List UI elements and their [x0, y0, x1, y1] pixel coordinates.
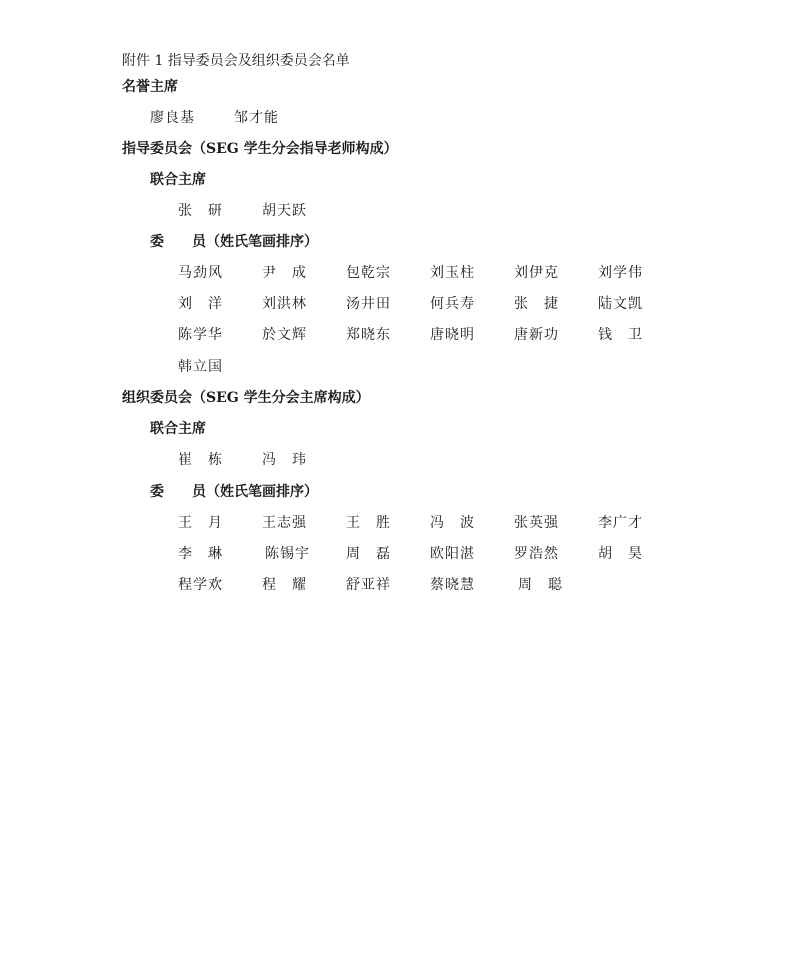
name: 陈锡宇	[265, 546, 310, 562]
name: 王 胜	[346, 515, 391, 531]
name: 邹才能	[234, 110, 279, 126]
name: 张 研	[178, 203, 223, 219]
guidance-co-chair-heading: 联合主席	[150, 172, 206, 188]
honorary-chair-heading: 名誉主席	[122, 79, 178, 95]
name: 郑晓东	[346, 327, 391, 343]
name: 廖良基	[150, 110, 195, 126]
name: 舒亚祥	[346, 577, 391, 593]
name: 唐新功	[514, 327, 559, 343]
name: 陈学华	[178, 327, 223, 343]
name: 刘学伟	[598, 265, 643, 281]
organizing-members-heading: 委 员（姓氏笔画排序）	[150, 484, 318, 500]
name: 胡 昊	[598, 546, 643, 562]
name: 刘伊克	[514, 265, 559, 281]
name: 王 月	[178, 515, 223, 531]
name: 冯 玮	[262, 452, 307, 468]
name: 刘玉柱	[430, 265, 475, 281]
name: 张 捷	[514, 296, 559, 312]
organizing-co-chair-heading: 联合主席	[150, 421, 206, 437]
name: 韩立国	[178, 359, 223, 375]
name: 包乾宗	[346, 265, 391, 281]
name: 张英强	[514, 515, 559, 531]
name: 唐晓明	[430, 327, 475, 343]
name: 胡天跃	[262, 203, 307, 219]
name: 陆文凯	[598, 296, 643, 312]
guidance-committee-heading: 指导委员会（SEG 学生分会指导老师构成）	[122, 141, 398, 157]
name: 李 琳	[178, 546, 223, 562]
name: 欧阳湛	[430, 546, 475, 562]
name: 周 聪	[518, 577, 563, 593]
name: 尹 成	[262, 265, 307, 281]
name: 汤井田	[346, 296, 391, 312]
guidance-members-heading: 委 员（姓氏笔画排序）	[150, 234, 318, 250]
name: 冯 波	[430, 515, 475, 531]
name: 於文辉	[262, 327, 307, 343]
name: 周 磊	[346, 546, 391, 562]
name: 程 耀	[262, 577, 307, 593]
name: 马劲风	[178, 265, 223, 281]
name: 崔 栋	[178, 452, 223, 468]
name: 刘洪林	[262, 296, 307, 312]
name: 程学欢	[178, 577, 223, 593]
name: 罗浩然	[514, 546, 559, 562]
attachment-title: 附件 1 指导委员会及组织委员会名单	[122, 53, 350, 69]
name: 刘 洋	[178, 296, 223, 312]
name: 钱 卫	[598, 327, 643, 343]
organizing-committee-heading: 组织委员会（SEG 学生分会主席构成）	[122, 390, 370, 406]
name: 蔡晓慧	[430, 577, 475, 593]
name: 王志强	[262, 515, 307, 531]
name: 李广才	[598, 515, 643, 531]
name: 何兵寿	[430, 296, 475, 312]
